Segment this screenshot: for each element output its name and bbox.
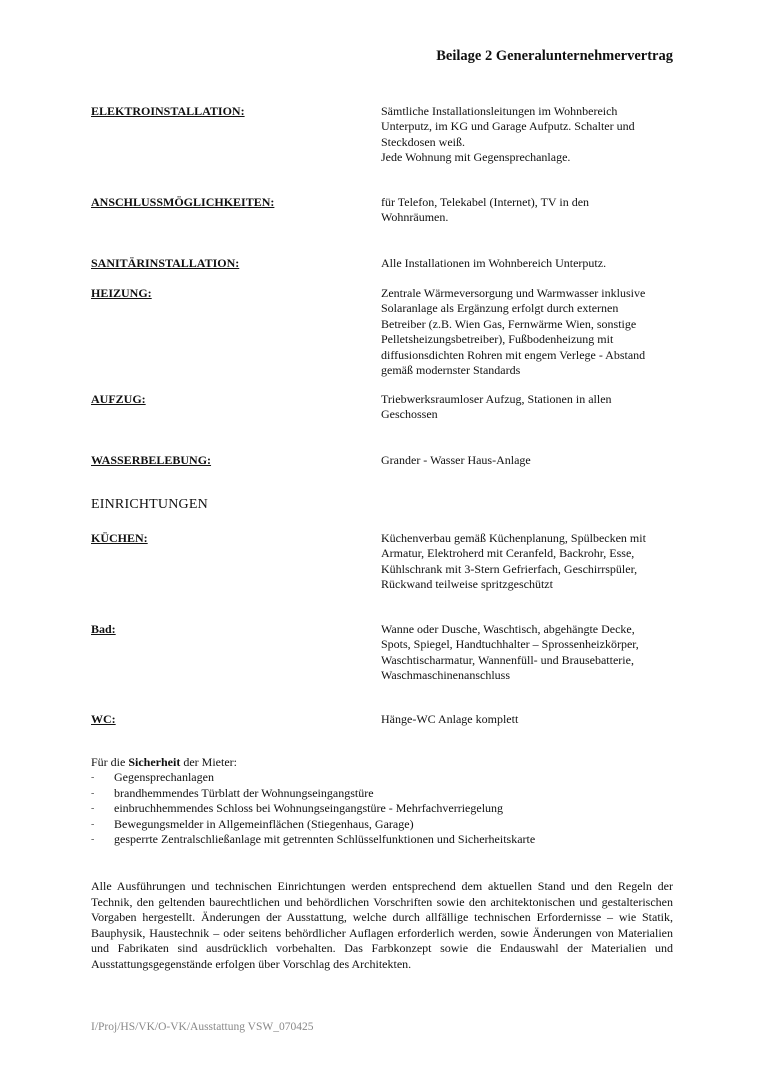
spec-line: Armatur, Elektroherd mit Ceranfeld, Backrohr, Esse,: [381, 546, 635, 561]
security-intro: [91, 755, 681, 770]
spec-label: WC:: [91, 712, 116, 726]
spec-label: SANITÄRINSTALLATION:: [91, 256, 240, 270]
bullet-dash: -: [91, 787, 95, 799]
section-heading-einrichtungen: EINRICHTUNGEN: [91, 497, 208, 512]
spec-description: [381, 104, 681, 166]
spec-line: Zentrale Wärmeversorgung und Warmwasser inklusive: [381, 286, 646, 300]
spec-description: [381, 453, 681, 468]
list-item-text: gesperrte Zentralschließanlage mit getrennten Schlüsselfunktionen und Sicherheitskarte: [114, 832, 536, 847]
spec-line: Waschmaschinenanschluss: [381, 668, 510, 683]
spec-line: Wanne oder Dusche, Waschtisch, abgehängte Decke,: [381, 622, 635, 636]
spec-line: Unterputz, im KG und Garage Aufputz. Schalter und: [381, 119, 635, 134]
list-item-text: Bewegungsmelder in Allgemeinflächen (Stiegenhaus, Garage): [114, 816, 414, 831]
closing-paragraph: Alle Ausführungen und technischen Einrichtungen werden entsprechend dem aktuellen Stand und den Regeln der Technik, den geltenden baurechtlichen und behördlichen Vorschriften sowie den architektonischen und gestalterischen Vorgaben hergestellt. Änderungen der Ausstattung, welche durch allfällige technischen Erfordernisse – wie Statik, Bauphysik, Haustechnik – oder seitens behördlicher Auflagen erforderlich werden, sowie Änderungen von Materialien und Fabrikaten sind ausdrücklich vorbehalten. Das Farbkonzept sowie die Endauswahl der Materialien und Ausstattungsgegenstände erfolgen über Vorschlag des Architekten.: [91, 879, 673, 971]
spec-line: Betreiber (z.B. Wien Gas, Fernwärme Wien, sonstige: [381, 316, 637, 331]
spec-line: Kühlschrank mit 3-Stern Gefrierfach, Geschirrspüler,: [381, 561, 638, 576]
spec-description: [381, 531, 681, 593]
spec-line: Sämtliche Installationsleitungen im Wohnbereich: [381, 104, 618, 118]
page-header-title: Beilage 2 Generalunternehmervertrag: [436, 48, 673, 64]
spec-line: Rückwand teilweise spritzgeschützt: [381, 577, 553, 592]
spec-label: AUFZUG:: [91, 392, 146, 406]
spec-line: Steckdosen weiß.: [381, 134, 465, 149]
spec-line: für Telefon, Telekabel (Internet), TV in den: [381, 195, 590, 209]
spec-line: Triebwerksraumloser Aufzug, Stationen in allen: [381, 392, 612, 406]
spec-description: [381, 392, 681, 423]
spec-line: Jede Wohnung mit Gegensprechanlage.: [381, 150, 571, 165]
list-item-text: Gegensprechanlagen: [114, 770, 214, 785]
spec-label: Bad:: [91, 622, 116, 636]
spec-description: [381, 195, 681, 226]
security-intro-bold: Sicherheit: [128, 755, 181, 769]
spec-description: [381, 286, 681, 378]
list-item-text: einbruchhemmendes Schloss bei Wohnungseingangstüre - Mehrfachverriegelung: [114, 801, 504, 816]
spec-line: gemäß modernster Standards: [381, 363, 521, 378]
security-list: [91, 770, 681, 847]
list-item: [91, 817, 681, 832]
spec-line: Pelletsheizungsbetreiber), Fußbodenheizung mit: [381, 332, 614, 347]
spec-line: Waschtischarmatur, Wannenfüll- und Brausebatterie,: [381, 652, 634, 667]
bullet-dash: -: [91, 818, 95, 830]
spec-line: Solaranlage als Ergänzung erfolgt durch externen: [381, 301, 619, 316]
list-item: [91, 770, 681, 785]
spec-label: KÜCHEN:: [91, 531, 148, 545]
spec-line: Wohnräumen.: [381, 210, 449, 225]
spec-description: [381, 256, 681, 271]
spec-line: Geschossen: [381, 407, 438, 422]
spec-description: [381, 712, 681, 727]
spec-line: Küchenverbau gemäß Küchenplanung, Spülbecken mit: [381, 531, 646, 545]
spec-line: Spots, Spiegel, Handtuchhalter – Sprossenheizkörper,: [381, 637, 639, 652]
list-item: [91, 786, 681, 801]
security-intro-suffix: der Mieter:: [180, 755, 237, 769]
spec-label: WASSERBELEBUNG:: [91, 453, 212, 467]
spec-description: [381, 622, 681, 684]
spec-line: diffusionsdichten Rohren mit engem Verlege - Abstand: [381, 347, 646, 362]
security-section: [91, 755, 681, 847]
spec-label: ANSCHLUSSMÖGLICHKEITEN:: [91, 195, 275, 209]
list-item-text: brandhemmendes Türblatt der Wohnungseingangstüre: [114, 785, 374, 800]
spec-label: HEIZUNG:: [91, 286, 152, 300]
list-item: [91, 801, 681, 816]
bullet-dash: -: [91, 772, 95, 784]
bullet-dash: -: [91, 803, 95, 815]
security-intro-prefix: Für die: [91, 755, 129, 769]
spec-line: Alle Installationen im Wohnbereich Unterputz.: [381, 256, 607, 270]
footer-file-path: I/Proj/HS/VK/O-VK/Ausstattung VSW_070425: [91, 1021, 314, 1033]
spec-line: Grander - Wasser Haus-Anlage: [381, 453, 531, 467]
list-item: [91, 832, 681, 847]
spec-line: Hänge-WC Anlage komplett: [381, 712, 519, 726]
bullet-dash: -: [91, 834, 95, 846]
spec-label: ELEKTROINSTALLATION:: [91, 104, 245, 118]
